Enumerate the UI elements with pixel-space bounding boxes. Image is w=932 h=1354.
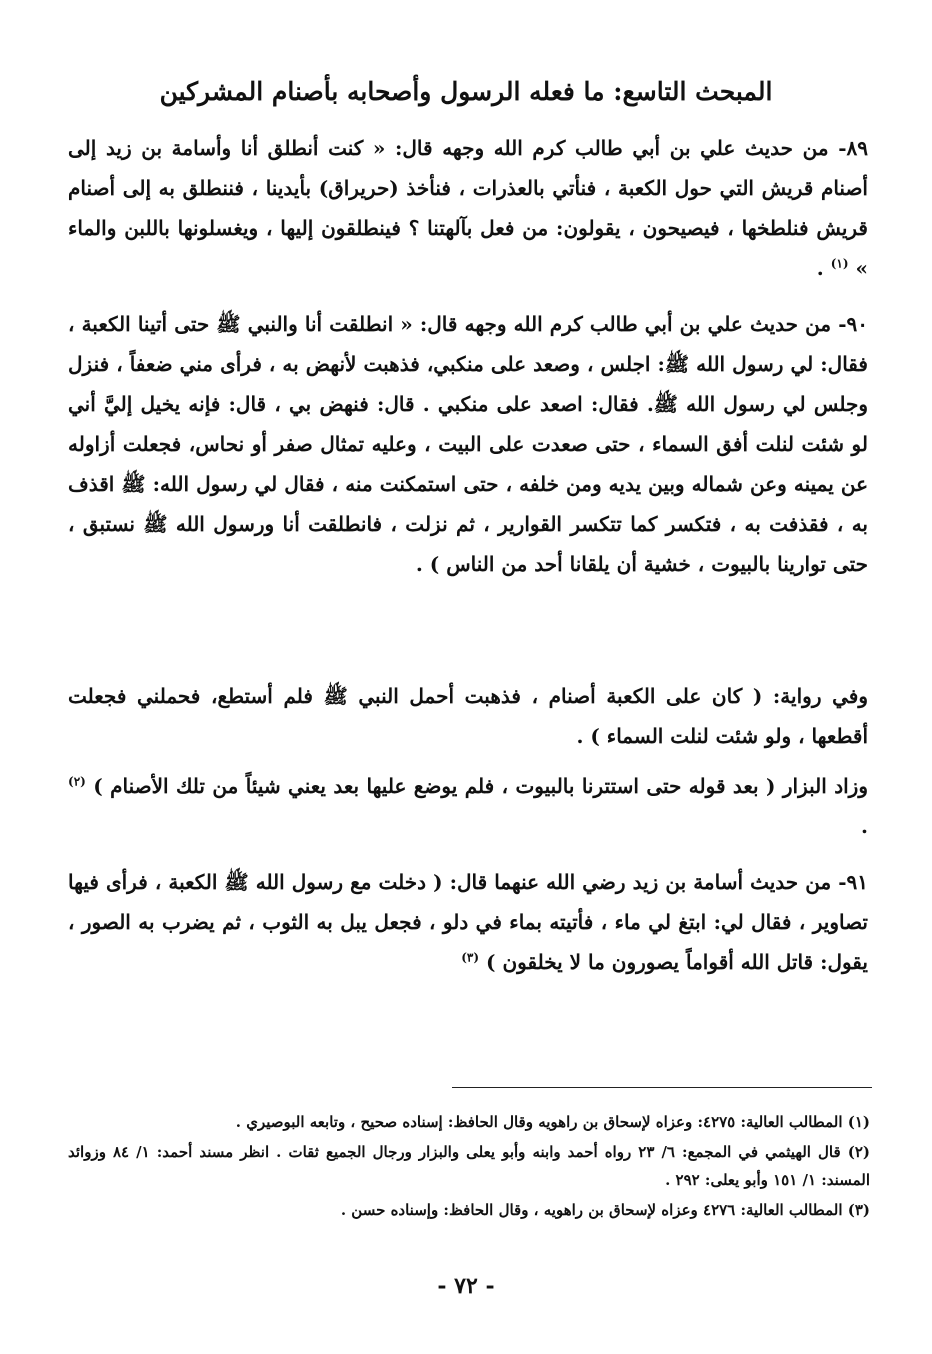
paragraph-89-text: ٨٩- من حديث علي بن أبي طالب كرم الله وجهه قال: « كنت أنطلق أنا وأسامة بن زيد إلى أصنام قريش التي حول الكعبة ، فنأتي بالعذرات ، فنأخذ (حريراق) بأيدينا ، فننطلق به إلى أصنام قريش فنلطخها ، فيصيحون ، يقولون: من فعل بآلهتنا ؟ فينطلقون إليها ، ويغسلونها باللبن والماء » (68, 136, 868, 280)
footnote-3: (٣) المطالب العالية: ٤٢٧٦ وعزاه لإسحاق بن راهويه ، وقال الحافظ: وإسناده حسن . (340, 1201, 870, 1219)
footnote-ref-3[interactable]: (٣) (461, 950, 480, 965)
paragraph-riwaya (68, 676, 868, 756)
paragraph-90 (68, 304, 868, 584)
paragraph-riwaya-text: وفي رواية: ( كان على الكعبة أصنام ، فذهبت أحمل النبي ﷺ فلم أستطع، فحملني فجعلت أقطعها ، ولو شئت لنلت السماء ) . (68, 684, 868, 748)
paragraph-89-end: . (816, 256, 831, 280)
footnote-separator (452, 1087, 872, 1088)
paragraph-89 (68, 128, 868, 288)
section-heading: المبحث التاسع: ما فعله الرسول وأصحابه بأصنام المشركين (159, 77, 773, 106)
paragraph-bazzar-text: وزاد البزار ( بعد قوله حتى استترنا بالبيوت ، فلم يوضع عليها بعد يعني شيئاً من تلك الأصنام ) (93, 774, 868, 798)
footnotes-section (68, 1108, 870, 1226)
paragraph-91-text: ٩١- من حديث أسامة بن زيد رضي الله عنهما قال: ( دخلت مع رسول الله ﷺ الكعبة ، فرأى فيها تصاوير ، فقال لي: ابتغ لي ماء ، فأتيته بماء في دلو ، فجعل يبل به الثوب ، ثم يضرب به الصور ، يقول: قاتل الله أقواماً يصورون ما لا يخلقون ) (68, 870, 868, 974)
footnote-1: (١) المطالب العالية: ٤٢٧٥: وعزاه لإسحاق بن راهويه وقال الحافظ: إسناده صحيح ، وتابعه البوصيري . (235, 1113, 870, 1131)
page-number: - ٧٢ - (437, 1273, 495, 1299)
footnote-ref-2[interactable]: (٢) (68, 774, 86, 789)
paragraph-90-text: ٩٠- من حديث علي بن أبي طالب كرم الله وجهه قال: « انطلقت أنا والنبي ﷺ حتى أتينا الكعبة ، فقال: لي رسول الله ﷺ: اجلس ، وصعد على منكبي، فذهبت لأنهض به ، فرأى مني ضعفاً ، فنزل وجلس لي رسول الله ﷺ. فقال: اصعد على منكبي . قال: فنهض بي ، قال: فإنه يخيل إليَّ أني لو شئت لنلت أفق السماء ، حتى صعدت على البيت ، وعليه تمثال صفر أو نحاس، فجعلت أزاوله عن يمينه وعن شماله وبين يديه ومن خلفه ، حتى استمكنت منه ، فقال لي رسول الله: ﷺ اقذف به ، فقذفت به ، فتكسر كما تتكسر القوارير ، ثم نزلت ، فانطلقت أنا ورسول الله ﷺ نستبق ، حتى توارينا بالبيوت ، خشية أن يلقانا أحد من الناس ) . (68, 312, 868, 576)
footnote-ref-1[interactable]: (١) (830, 256, 849, 271)
footnote-2: (٢) قال الهيثمي في المجمع: ٦/ ٢٣ رواه أحمد وابنه وأبو يعلى والبزار ورجال الجميع ثقات . انظر مسند أحمد: ١/ ٨٤ وزوائد المسند: ١/ ١٥١ وأبو يعلى: ٢٩٢ . (68, 1143, 870, 1189)
paragraph-91 (68, 862, 868, 982)
paragraph-bazzar-end: . (861, 814, 868, 838)
paragraph-bazzar (68, 766, 868, 846)
